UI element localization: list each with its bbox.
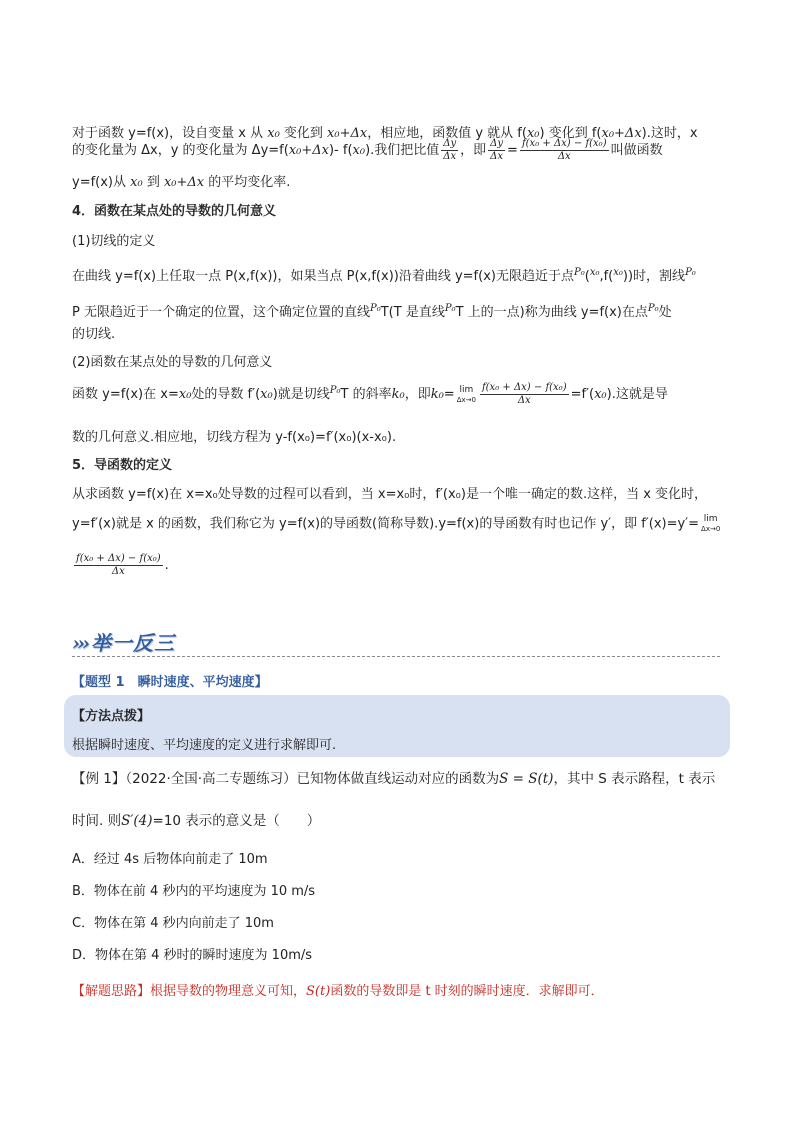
frac-numerator: f(x₀ + Δx) − f(x₀) [76,553,161,564]
text: ，其中 S 表示路程，t 表示 [553,771,716,787]
math-x0: x₀ [589,267,600,278]
option-b: B．物体在前 4 秒内的平均速度为 10 m/s [72,884,316,899]
math-k0: k₀ [391,387,405,402]
example-stem-line-2 [72,812,320,830]
example-source: （2022·全国·高二专题练习） [125,771,297,787]
text: 的变化量为 Δx，y 的变化量为 Δy=f( [72,143,289,158]
frac-denominator: Δx [111,566,125,577]
subheading-tangent-definition: (1)切线的定义 [72,234,156,249]
text: ).这就是导 [606,387,668,402]
text: T 的斜率 [340,387,392,402]
avg-rate-line-3 [72,174,290,192]
math-k0: k₀ [430,387,444,402]
math-s-of-t: S(t) [306,984,331,999]
text: 叫做函数 [610,143,663,158]
limit-operator [457,385,476,405]
math-s-prime-4: S′(4) [121,813,153,829]
section-5-heading: 5．导函数的定义 [72,458,173,473]
math-p0: P₀ [329,385,341,396]
text: ).这时，x [641,126,698,141]
text: )- f( [328,143,353,158]
text: y=f′(x)就是 x 的函数，我们称它为 y=f(x)的导函数(简称导数).y=f(x)的导函数有时也记作 y′，即 f′(x)=y′= [72,516,700,532]
solution-label: 【解题思路】 [72,984,151,999]
method-tip-title: 【方法点拨】 [72,709,151,724]
example-label: 【例 1】 [72,771,126,787]
math-x0: x₀ [130,175,143,190]
derived-function-line-3 [72,553,169,578]
tangent-def-line-2 [72,300,672,322]
method-tip-body: 根据瞬时速度、平均速度的定义进行求解即可. [72,738,337,753]
text: 根据导数的物理意义可知， [150,984,307,999]
text: P 无限趋近于一个确定的位置，这个确定位置的直线 [72,305,370,320]
banner-arrows-icon: ››› [72,631,87,655]
topic-title: 【题型 1 瞬时速度、平均速度】 [72,675,268,690]
lim-text: lim [703,514,718,524]
section-4-heading: 4．函数在某点处的导数的几何意义 [72,204,277,219]
text: ，即 [404,387,431,402]
derived-function-line-2 [72,514,722,534]
math-x0-plus-dx: x₀+Δx [601,126,642,141]
tangent-def-line-3: 的切线. [72,327,116,342]
practice-banner [72,627,175,653]
banner-title: 举一反三 [91,631,175,655]
fraction-dy-dx [441,138,458,163]
text: 函数 y=f(x)在 x= [72,387,179,402]
option-a: A．经过 4s 后物体向前走了 10m [72,852,268,867]
math-x0: x₀ [613,267,623,278]
math-p0: P₀ [647,303,659,314]
text: 处的导数 f′( [191,387,261,402]
math-x0: x₀ [260,387,273,402]
text: ))时，割线 [622,269,686,284]
text: ( [584,269,590,284]
text: ) 变化到 f( [539,126,602,141]
frac-numerator: Δy [443,138,457,149]
tangent-equation-line: 数的几何意义.相应地，切线方程为 y-f(x₀)=f′(x₀)(x-x₀). [72,430,397,445]
text: 时间. 则 [72,813,122,829]
frac-denominator: Δx [557,151,571,162]
math-x0: x₀ [526,126,540,141]
math-p0: P₀ [369,303,381,314]
text: )就是切线 [272,387,330,402]
math-x0-plus-dx: x₀+Δx [288,143,329,158]
dashed-divider [72,656,720,657]
math-x0-plus-dx: x₀+Δx [327,126,368,141]
math-p0: P₀ [685,267,696,278]
text: ，相应地，函数值 y 就从 f( [367,126,527,141]
text: 变化到 [279,126,328,141]
lim-subscript: Δx→0 [456,395,476,404]
text: . [164,558,169,573]
math-x0: x₀ [352,143,366,158]
derivative-slope-line [72,376,668,410]
frac-numerator: f(x₀ + Δx) − f(x₀) [521,138,607,149]
frac-numerator: f(x₀ + Δx) − f(x₀) [481,382,567,393]
text: = [443,387,455,402]
example-stem-line-1 [72,770,715,788]
text: =10 表示的意义是（ ） [152,813,321,829]
frac-denominator: Δx [443,151,457,162]
tangent-def-line-1 [72,264,696,286]
option-d: D．物体在第 4 秒时的瞬时速度为 10m/s [72,948,313,963]
solution-approach [72,983,604,1001]
fraction-derived-function [74,553,163,578]
text: 到 [142,175,164,190]
math-x0: x₀ [178,387,192,402]
text: y=f(x)从 [72,175,131,190]
fraction-dy-dx-2 [488,138,505,163]
fraction-average-rate [520,138,609,163]
frac-denominator: Δx [517,395,531,406]
text: 对于函数 y=f(x)，设自变量 x 从 [72,126,268,141]
derived-function-line-1: 从求函数 y=f(x)在 x=x₀处导数的过程可以看到，当 x=x₀时，f′(x₀)是一个唯一确定的数.这样，当 x 变化时， [72,487,708,502]
text: ，即 [460,143,487,158]
lim-subscript: Δx→0 [701,525,721,533]
text: ).我们把比值 [365,143,440,158]
text: 已知物体做直线运动对应的函数为 [296,771,500,787]
math-x0: x₀ [267,126,280,141]
subheading-geometric-meaning: (2)函数在某点处的导数的几何意义 [72,355,273,370]
text: 的平均变化率. [204,175,291,190]
text: T 上的一点)称为曲线 y=f(x)在点 [455,305,648,320]
option-c: C．物体在第 4 秒内向前走了 10m [72,916,274,931]
math-p0: P₀ [444,303,456,314]
text: 处 [658,305,672,320]
text: 函数的导数即是 t 时刻的瞬时速度．求解即可． [330,984,604,999]
text: T(T 是直线 [380,305,445,320]
math-x0: x₀ [594,387,607,402]
math-x0-plus-dx: x₀+Δx [163,175,205,190]
math-p0: P₀ [573,267,585,278]
text: 在曲线 y=f(x)上任取一点 P(x,f(x))，如果当点 P(x,f(x))沿着曲线 y=f(x)无限趋近于点 [72,269,574,284]
limit-operator [701,514,720,534]
fraction-derivative [480,382,569,407]
frac-denominator: Δx [490,151,504,162]
avg-rate-line-2: 的变化量为 Δx，y 的变化量为 Δy=f(x₀+Δx)- f(x₀).我们把比值 $\frac{\Delta y}{\Delta x}$ ，即 $\frac{\Delta y}{\Delta x}$ = $\frac{\text{f(x₀ + Δx) − f(x₀)}}{\Delta x}$ 叫做函数 [72,138,663,162]
text: ,f( [599,269,614,284]
lim-text: lim [459,384,474,395]
text: =f′( [570,387,595,402]
math-s-of-t: S = S(t) [499,771,554,787]
frac-numerator: Δy [490,138,504,149]
